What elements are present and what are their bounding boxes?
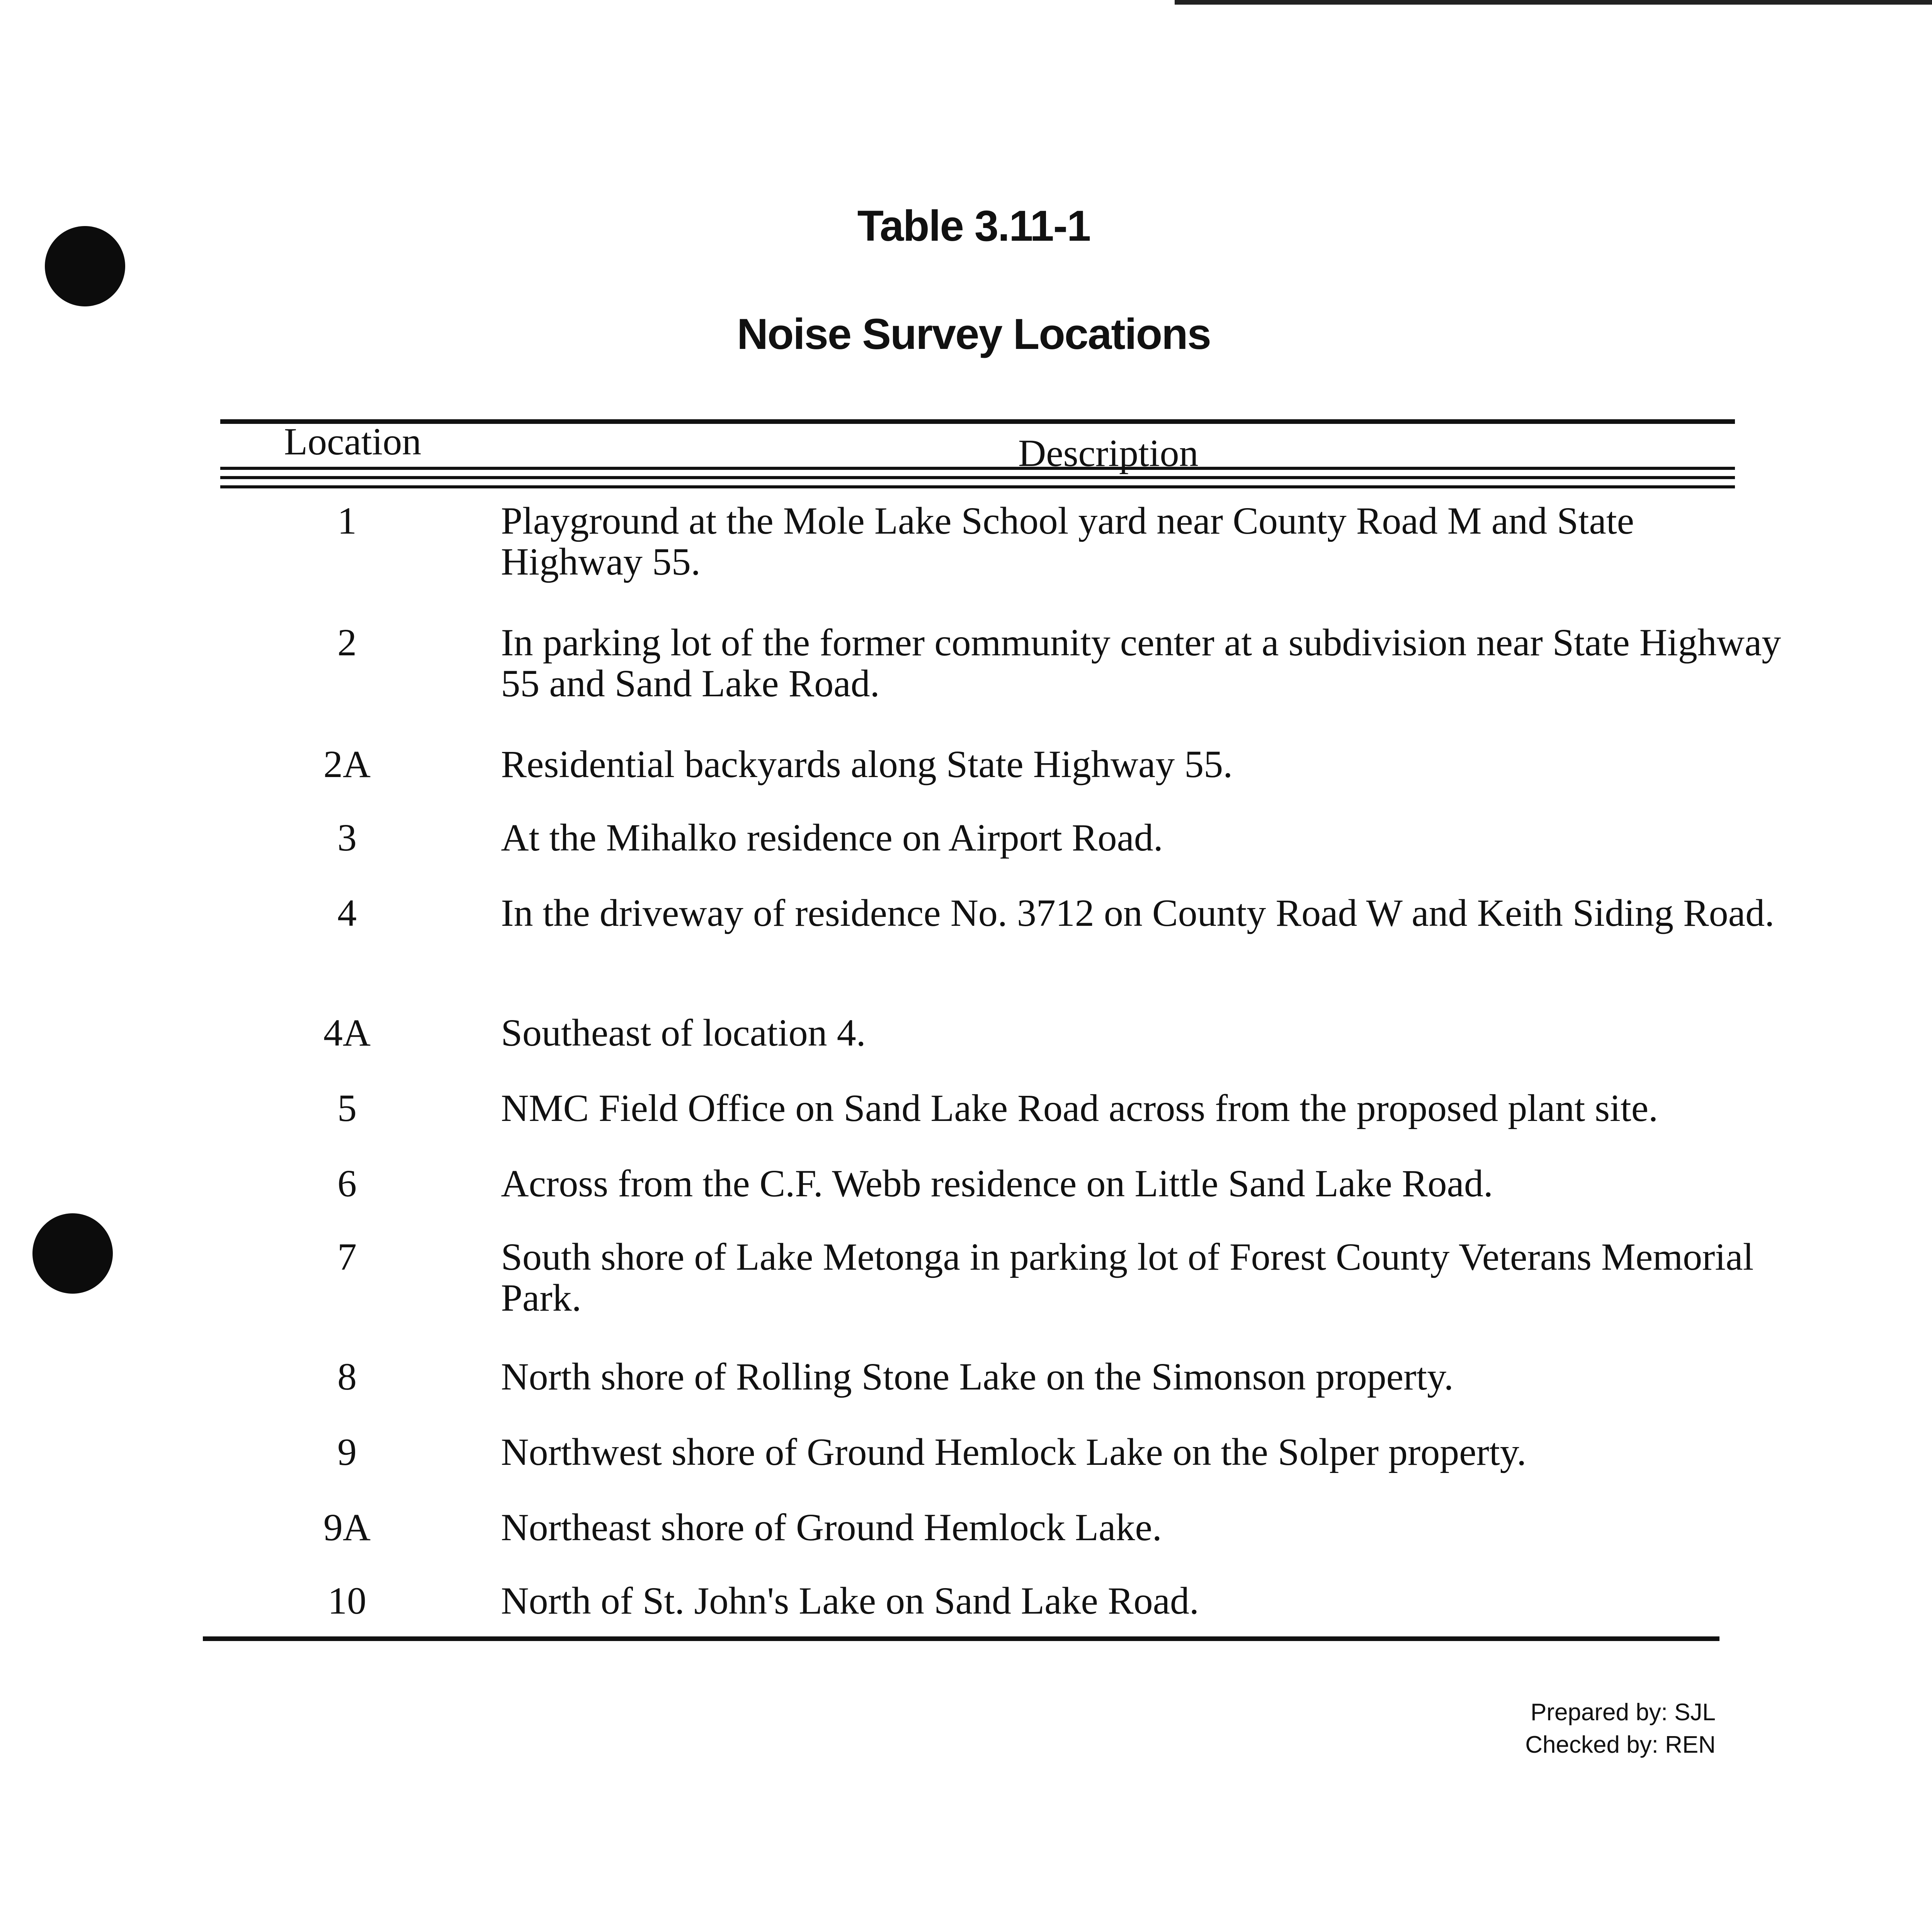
description-cell: Southeast of location 4. xyxy=(501,1011,866,1054)
table-row xyxy=(232,1163,1785,1204)
description-cell: North shore of Rolling Stone Lake on the Simonson property. xyxy=(501,1355,1454,1398)
table-bottom-rule xyxy=(203,1636,1719,1641)
header-rule-upper xyxy=(220,467,1735,470)
scan-edge-line xyxy=(1175,0,1932,5)
location-cell: 4A xyxy=(323,1011,371,1054)
table-number: Table 3.11-1 xyxy=(857,202,1090,250)
location-cell: 2 xyxy=(337,621,357,664)
prepared-by: Prepared by: SJL xyxy=(1530,1699,1716,1726)
table-row xyxy=(232,1088,1785,1129)
description-cell: Residential backyards along State Highway 55. xyxy=(501,743,1233,786)
column-header-location: Location xyxy=(284,420,422,463)
table-row xyxy=(232,1356,1785,1397)
description-cell: NMC Field Office on Sand Lake Road across from the proposed plant site. xyxy=(501,1087,1658,1129)
location-cell: 10 xyxy=(328,1579,367,1622)
description-cell: South shore of Lake Metonga in parking lot of Forest County Veterans Memorial Park. xyxy=(501,1235,1754,1319)
location-cell: 5 xyxy=(337,1087,357,1129)
table-row xyxy=(232,1507,1785,1548)
checked-by: Checked by: REN xyxy=(1525,1731,1716,1758)
location-cell: 1 xyxy=(337,499,357,542)
table-top-rule xyxy=(220,419,1735,424)
description-cell: In parking lot of the former community center at a subdivision near State Highway 55 and Sand Lake Road. xyxy=(501,621,1781,705)
table-row xyxy=(232,817,1785,858)
table-row xyxy=(232,622,1785,704)
description-cell: At the Mihalko residence on Airport Road. xyxy=(501,816,1163,859)
location-cell: 6 xyxy=(337,1162,357,1205)
description-cell: Across from the C.F. Webb residence on Little Sand Lake Road. xyxy=(501,1162,1493,1205)
table-row xyxy=(232,1580,1785,1621)
table-row xyxy=(232,1012,1785,1053)
description-cell: Playground at the Mole Lake School yard near County Road M and State Highway 55. xyxy=(501,499,1634,583)
location-cell: 3 xyxy=(337,816,357,859)
table-title: Noise Survey Locations xyxy=(737,310,1211,358)
column-header-description: Description xyxy=(1018,432,1199,474)
location-cell: 4 xyxy=(337,891,357,934)
location-cell: 9A xyxy=(323,1506,371,1549)
table-row xyxy=(232,744,1785,785)
preparer-block xyxy=(1525,1696,1716,1761)
header-rule-middle xyxy=(220,476,1735,479)
table-row xyxy=(232,1236,1785,1318)
table-row xyxy=(232,893,1785,934)
header-rule-lower xyxy=(220,485,1735,488)
location-cell: 7 xyxy=(337,1235,357,1278)
location-cell: 8 xyxy=(337,1355,357,1398)
description-cell: Northeast shore of Ground Hemlock Lake. xyxy=(501,1506,1162,1549)
table-row xyxy=(232,1432,1785,1473)
description-cell: Northwest shore of Ground Hemlock Lake on the Solper property. xyxy=(501,1430,1527,1473)
location-cell: 9 xyxy=(337,1430,357,1473)
description-cell: In the driveway of residence No. 3712 on County Road W and Keith Siding Road. xyxy=(501,891,1775,934)
binder-hole-middle xyxy=(32,1213,113,1294)
description-cell: North of St. John's Lake on Sand Lake Road. xyxy=(501,1579,1199,1622)
location-cell: 2A xyxy=(323,743,371,786)
table-row xyxy=(232,500,1785,582)
